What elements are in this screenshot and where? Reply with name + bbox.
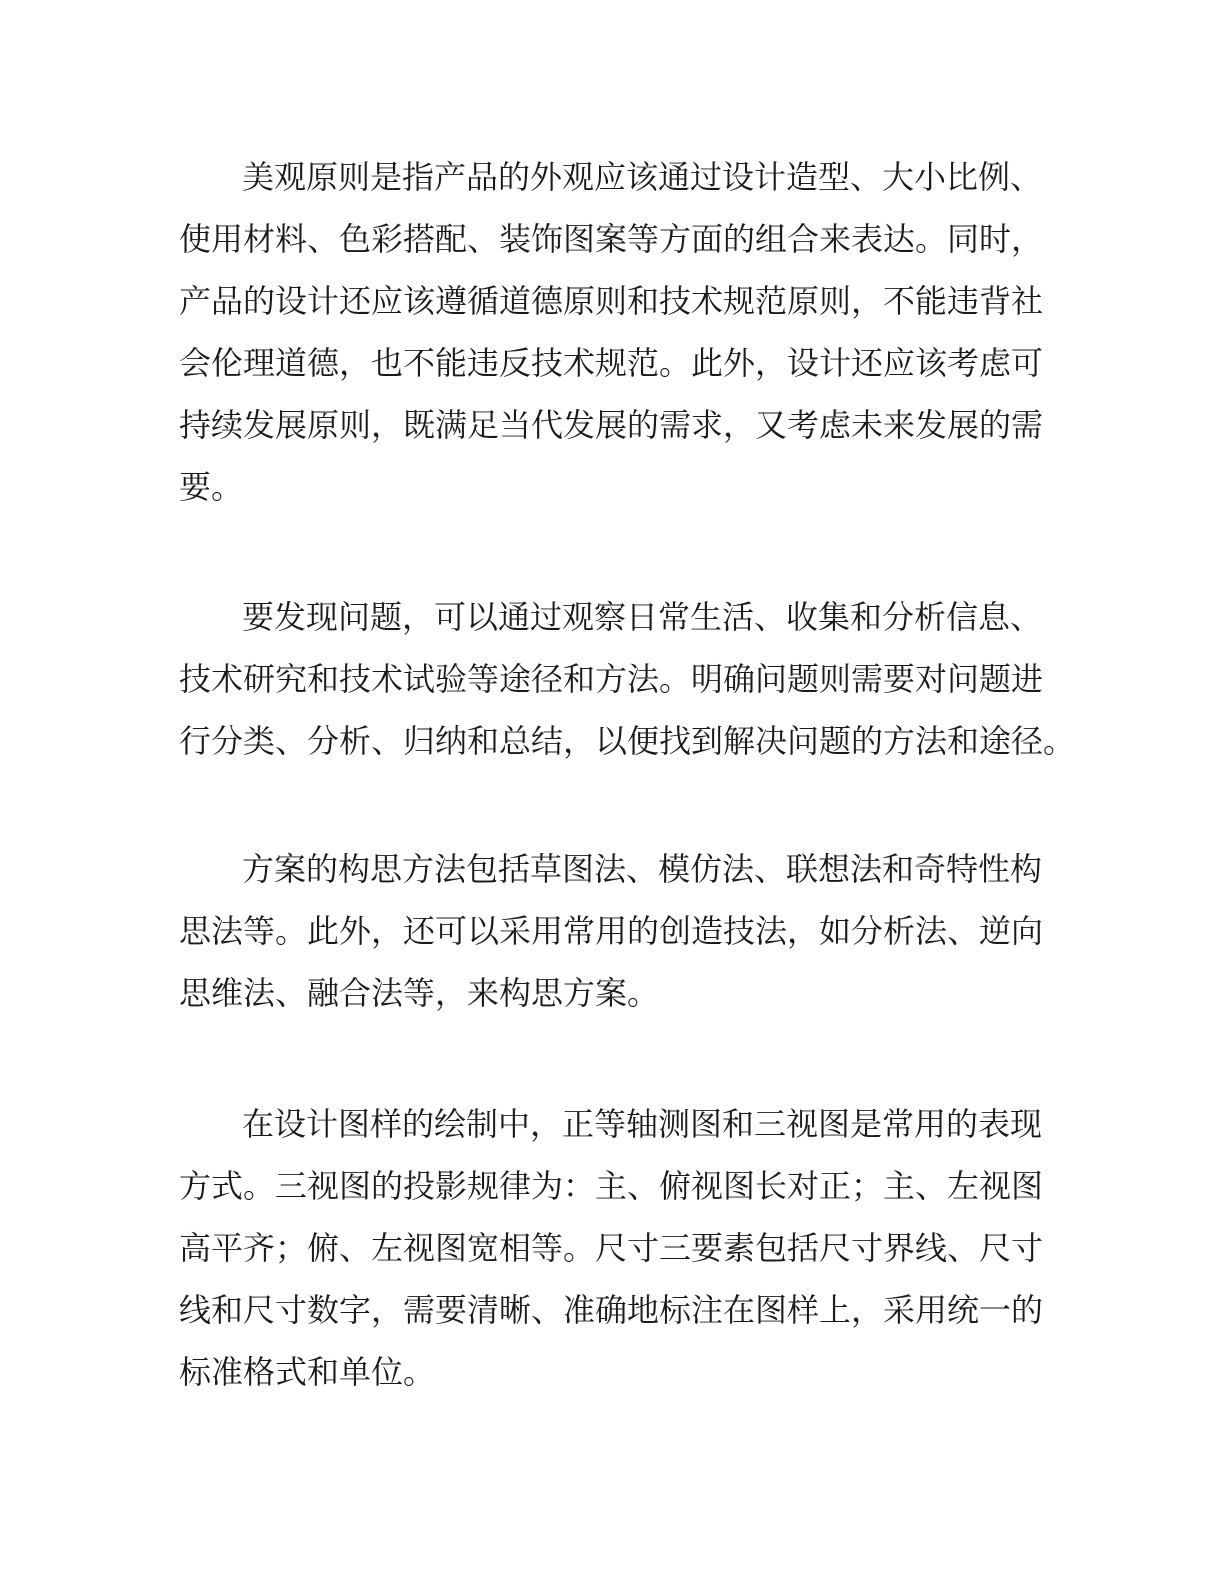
- text-line: 线和尺寸数字，需要清晰、准确地标注在图样上，采用统一的: [179, 1291, 1044, 1329]
- text-line: 在设计图样的绘制中，正等轴测图和三视图是常用的表现: [242, 1105, 1043, 1143]
- text-line: 思法等。此外，还可以采用常用的创造技法，如分析法、逆向: [179, 912, 1044, 950]
- paragraph-technical-drawing: [179, 1093, 1049, 1403]
- text-line: 美观原则是指产品的外观应该通过设计造型、大小比例、: [242, 158, 1043, 196]
- text-line: 标准格式和单位。: [179, 1353, 436, 1391]
- text-line: 要。: [179, 468, 244, 506]
- text-line: 要发现问题，可以通过观察日常生活、收集和分析信息、: [242, 598, 1043, 636]
- paragraph-finding-problems: [179, 586, 1076, 772]
- text-line: 思维法、融合法等，来构思方案。: [179, 974, 660, 1012]
- text-line: 产品的设计还应该遵循道德原则和技术规范原则，不能违背社: [179, 282, 1044, 320]
- text-line: 方案的构思方法包括草图法、模仿法、联想法和奇特性构: [242, 850, 1043, 888]
- text-line: 高平齐；俯、左视图宽相等。尺寸三要素包括尺寸界线、尺寸: [179, 1229, 1044, 1267]
- text-line: 行分类、分析、归纳和总结，以便找到解决问题的方法和途径。: [179, 722, 1076, 760]
- text-line: 技术研究和技术试验等途径和方法。明确问题则需要对问题进: [179, 660, 1044, 698]
- text-line: 会伦理道德，也不能违反技术规范。此外，设计还应该考虑可: [179, 344, 1044, 382]
- text-line: 方式。三视图的投影规律为：主、俯视图长对正；主、左视图: [179, 1167, 1044, 1205]
- paragraph-design-ideation-methods: [179, 838, 1049, 1024]
- text-line: 持续发展原则，既满足当代发展的需求，又考虑未来发展的需: [179, 406, 1044, 444]
- text-line: 使用材料、色彩搭配、装饰图案等方面的组合来表达。同时，: [179, 220, 1044, 258]
- paragraph-aesthetic-principle: [179, 146, 1049, 518]
